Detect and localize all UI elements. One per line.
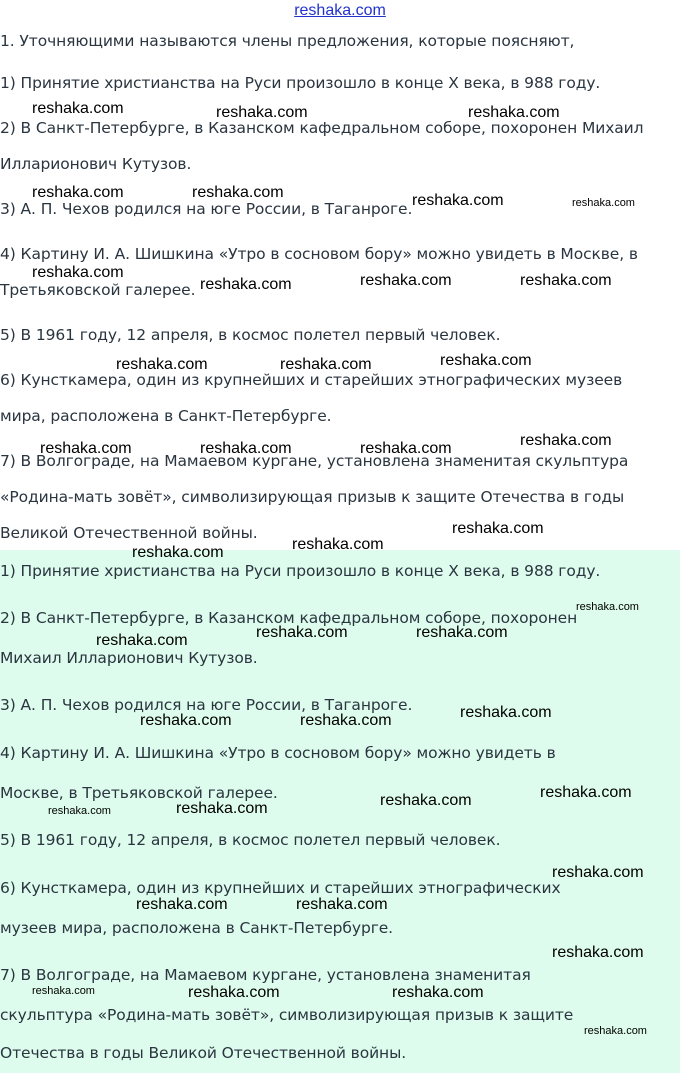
watermark: reshaka.com bbox=[360, 440, 452, 457]
watermark: reshaka.com bbox=[32, 985, 95, 997]
watermark: reshaka.com bbox=[32, 184, 124, 201]
watermark: reshaka.com bbox=[300, 712, 392, 729]
watermark: reshaka.com bbox=[216, 104, 308, 121]
watermark: reshaka.com bbox=[32, 264, 124, 281]
question-line: 1. Уточняющими называются члены предложения, которые поясняют, bbox=[0, 32, 575, 50]
question-line: Великой Отечественной войны. bbox=[0, 524, 258, 542]
answer-line: 1) Принятие христианства на Руси произошло в конце X века, в 988 году. bbox=[0, 562, 601, 580]
answer-line: 3) А. П. Чехов родился на юге России, в Таганроге. bbox=[0, 696, 413, 714]
watermark: reshaka.com bbox=[176, 800, 268, 817]
watermark: reshaka.com bbox=[132, 544, 224, 561]
watermark: reshaka.com bbox=[296, 896, 388, 913]
question-line: 3) А. П. Чехов родился на юге России, в Таганроге. bbox=[0, 200, 413, 218]
watermark: reshaka.com bbox=[140, 712, 232, 729]
question-line: 1) Принятие христианства на Руси произошло в конце X века, в 988 году. bbox=[0, 74, 601, 92]
watermark: reshaka.com bbox=[552, 864, 644, 881]
watermark: reshaka.com bbox=[200, 276, 292, 293]
watermark: reshaka.com bbox=[468, 104, 560, 121]
question-line: Илларионович Кутузов. bbox=[0, 155, 192, 173]
watermark: reshaka.com bbox=[188, 984, 280, 1001]
answer-line: скульптура «Родина-мать зовёт», символизирующая призыв к защите bbox=[0, 1006, 574, 1024]
watermark: reshaka.com bbox=[520, 432, 612, 449]
watermark: reshaka.com bbox=[460, 704, 552, 721]
watermark: reshaka.com bbox=[48, 805, 111, 817]
watermark: reshaka.com bbox=[520, 272, 612, 289]
watermark: reshaka.com bbox=[96, 632, 188, 649]
watermark: reshaka.com bbox=[292, 536, 384, 553]
watermark: reshaka.com bbox=[412, 192, 504, 209]
watermark: reshaka.com bbox=[200, 440, 292, 457]
answer-line: 5) В 1961 году, 12 апреля, в космос полетел первый человек. bbox=[0, 831, 501, 849]
watermark: reshaka.com bbox=[540, 784, 632, 801]
question-line: 7) В Волгограде, на Мамаевом кургане, установлена знаменитая скульптура bbox=[0, 452, 629, 470]
watermark: reshaka.com bbox=[416, 624, 508, 641]
answer-line: 4) Картину И. А. Шишкина «Утро в сосновом бору» можно увидеть в bbox=[0, 744, 556, 762]
watermark: reshaka.com bbox=[584, 1025, 647, 1037]
watermark: reshaka.com bbox=[440, 352, 532, 369]
answer-line: 2) В Санкт-Петербурге, в Казанском кафедральном соборе, похоронен bbox=[0, 609, 578, 627]
question-line: 4) Картину И. А. Шишкина «Утро в сосновом бору» можно увидеть в Москве, в bbox=[0, 245, 638, 263]
watermark: reshaka.com bbox=[116, 356, 208, 373]
watermark: reshaka.com bbox=[360, 272, 452, 289]
watermark: reshaka.com bbox=[256, 624, 348, 641]
answer-line: 7) В Волгограде, на Мамаевом кургане, установлена знаменитая bbox=[0, 966, 531, 984]
answer-line: музеев мира, расположена в Санкт-Петербурге. bbox=[0, 919, 393, 937]
answer-line: 6) Кунсткамера, один из крупнейших и старейших этнографических bbox=[0, 879, 561, 897]
watermark: reshaka.com bbox=[280, 356, 372, 373]
watermark: reshaka.com bbox=[452, 520, 544, 537]
watermark: reshaka.com bbox=[552, 944, 644, 961]
question-line: 2) В Санкт-Петербурге, в Казанском кафедральном соборе, похоронен Михаил bbox=[0, 119, 644, 137]
answer-line: Москве, в Третьяковской галерее. bbox=[0, 784, 278, 802]
watermark: reshaka.com bbox=[136, 896, 228, 913]
question-line: Третьяковской галерее. bbox=[0, 281, 196, 299]
watermark: reshaka.com bbox=[32, 100, 124, 117]
watermark: reshaka.com bbox=[192, 184, 284, 201]
answer-line: Михаил Илларионович Кутузов. bbox=[0, 649, 258, 667]
question-line: мира, расположена в Санкт-Петербурге. bbox=[0, 407, 332, 425]
answer-line: Отечества в годы Великой Отечественной войны. bbox=[0, 1044, 407, 1062]
question-line: «Родина-мать зовёт», символизирующая призыв к защите Отечества в годы bbox=[0, 488, 625, 506]
watermark: reshaka.com bbox=[572, 197, 635, 209]
watermark: reshaka.com bbox=[40, 440, 132, 457]
watermark: reshaka.com bbox=[380, 792, 472, 809]
watermark: reshaka.com bbox=[392, 984, 484, 1001]
site-link[interactable]: reshaka.com bbox=[294, 2, 386, 19]
question-line: 6) Кунсткамера, один из крупнейших и старейших этнографических музеев bbox=[0, 371, 623, 389]
question-line: 5) В 1961 году, 12 апреля, в космос полетел первый человек. bbox=[0, 326, 501, 344]
watermark: reshaka.com bbox=[576, 601, 639, 613]
